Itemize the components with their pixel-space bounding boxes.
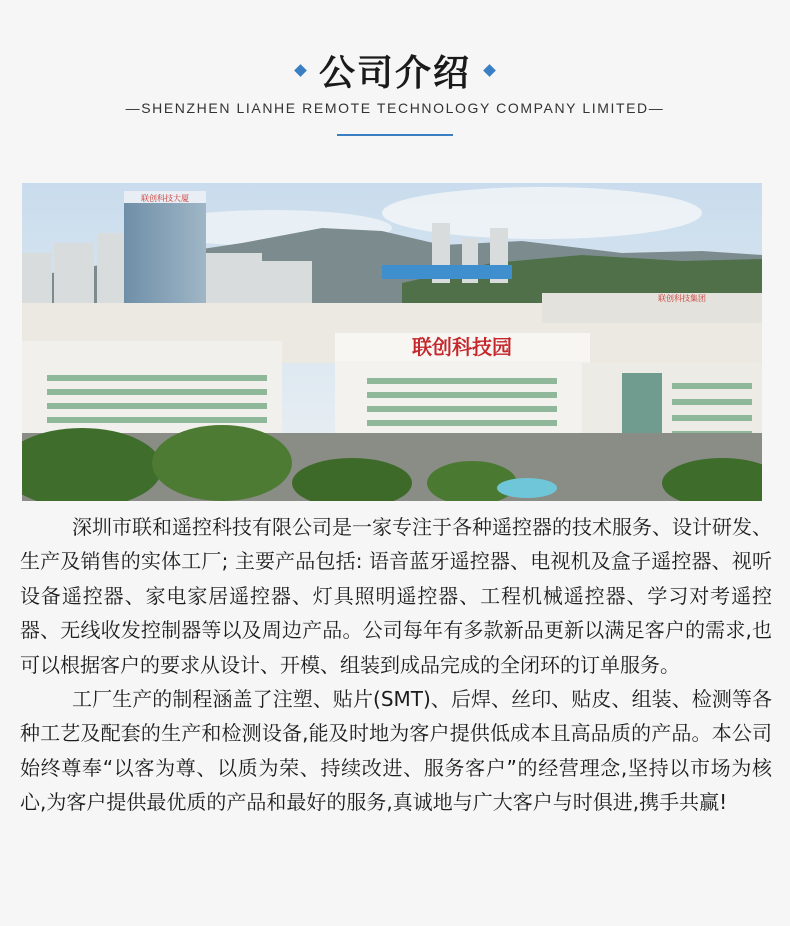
title-row [0,45,790,96]
rear-building-sign: 联创科技集团 [658,294,706,303]
left-diamond-icon [294,64,307,77]
title-accent-line [337,134,453,136]
right-diamond-icon [483,64,496,77]
tower-sign: 联创科技大厦 [141,194,189,203]
company-english-name: —SHENZHEN LIANHE REMOTE TECHNOLOGY COMPANY LIMITED— [125,100,665,116]
company-introduction [20,510,772,820]
company-campus-photo [22,183,762,501]
page-title: 公司介绍 [318,53,471,94]
intro-paragraph-1: 深圳市联和遥控科技有限公司是一家专注于各种遥控器的技术服务、设计研发、生产及销售的实体工厂; 主要产品包括: 语音蓝牙遥控器、电视机及盒子遥控器、视听设备遥控器、家电家居遥控器、灯具照明遥控器、工程机械遥控器、学习对考遥控器、无线收发控制器等以及周边产品。公司每年有多款新品更新以满足客户的需求,也可以根据客户的要求从设计、开模、组装到成品完成的全闭环的订单服务。 [20,515,772,677]
intro-paragraph-2: 工厂生产的制程涵盖了注塑、贴片(SMT)、后焊、丝印、贴皮、组装、检测等各种工艺及配套的生产和检测设备,能及时地为客户提供低成本且高品质的产品。本公司始终尊奉“以客为尊、以质为荣、持续改进、服务客户”的经营理念,坚持以市场为核心,为客户提供最优质的产品和最好的服务,真诚地与广大客户与时俱进,携手共赢! [20,687,772,815]
main-building-sign: 联创科技园 [412,335,512,359]
page-header [0,0,790,150]
